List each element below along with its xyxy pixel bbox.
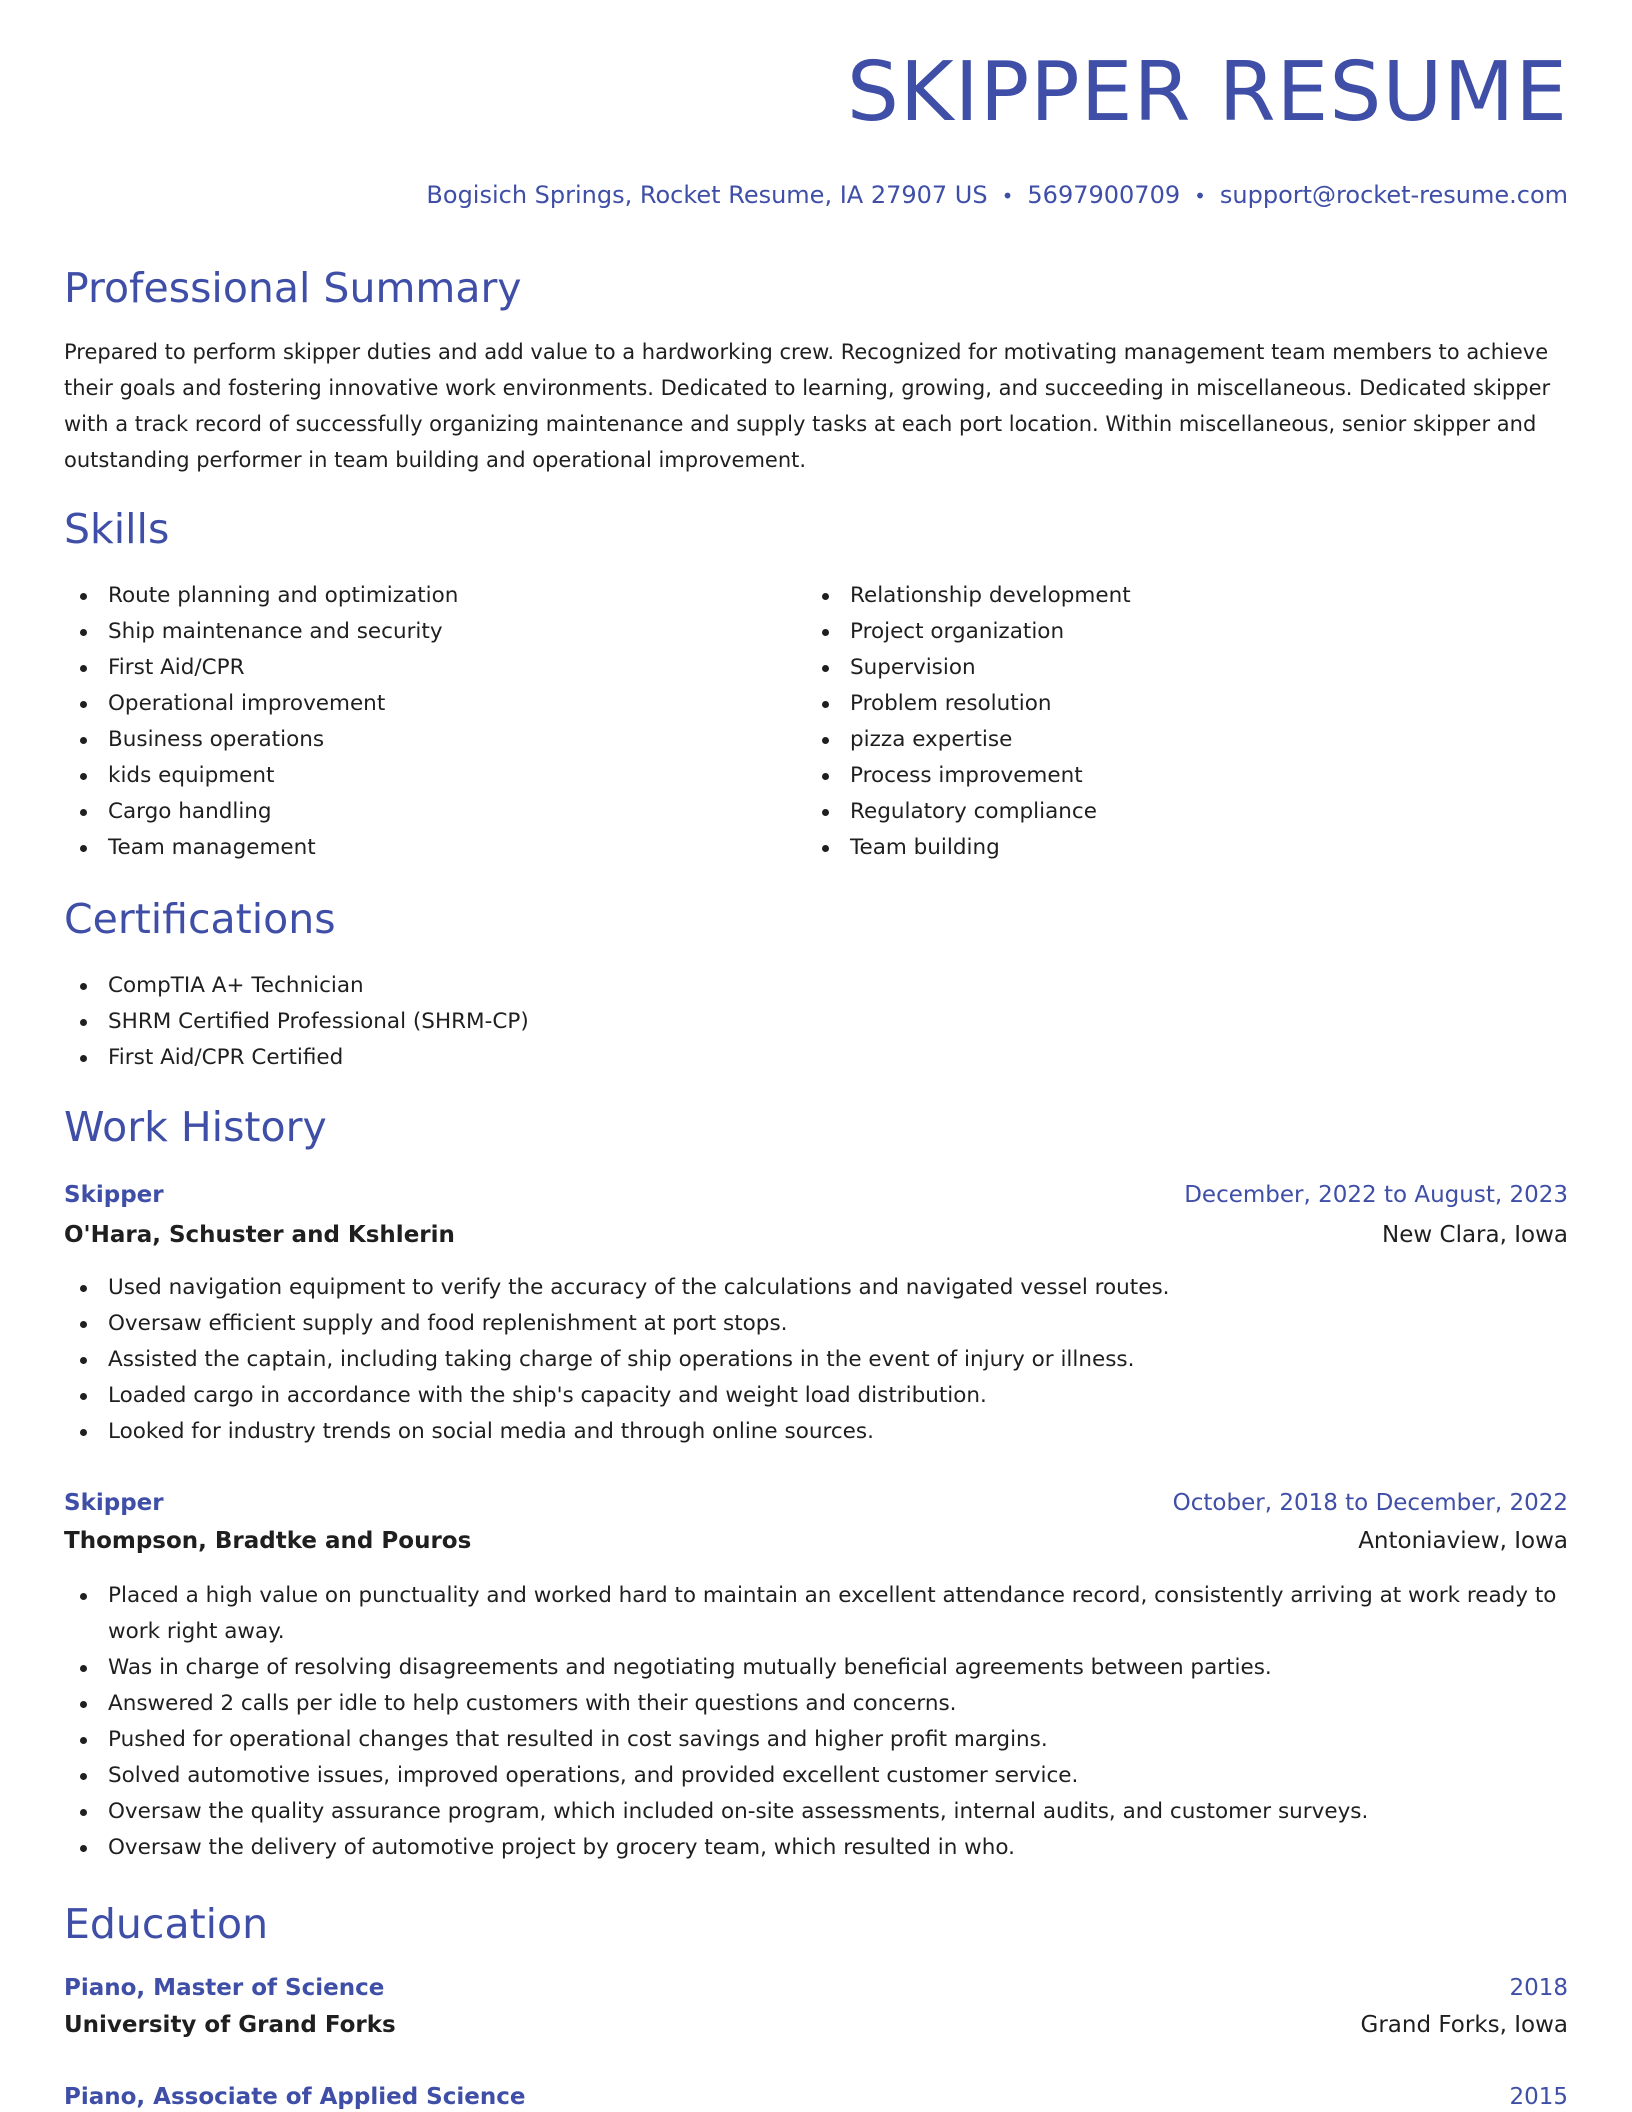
duty-item: Used navigation equipment to verify the accuracy of the calculations and navigated vessel routes. [64, 1270, 1568, 1306]
education-location: Grand Forks, Iowa [1360, 2012, 1568, 2038]
skill-item: Operational improvement [64, 686, 764, 722]
certifications-heading: Certifications [64, 895, 336, 943]
education-heading: Education [64, 1900, 269, 1948]
skill-item: Team management [64, 830, 764, 866]
job-dates: December, 2022 to August, 2023 [1184, 1182, 1568, 1208]
certification-item: CompTIA A+ Technician [64, 968, 1064, 1004]
certifications-list [64, 968, 1064, 1076]
skill-item: Process improvement [806, 758, 1506, 794]
job-dates: October, 2018 to December, 2022 [1172, 1490, 1568, 1516]
duty-item: Looked for industry trends on social media and through online sources. [64, 1414, 1568, 1450]
contact-line [426, 183, 1568, 207]
job-title: Skipper [64, 1182, 164, 1208]
skill-item: Route planning and optimization [64, 578, 764, 614]
duty-item: Pushed for operational changes that resulted in cost savings and higher profit margins. [64, 1722, 1568, 1758]
skill-item: First Aid/CPR [64, 650, 764, 686]
contact-email: support@rocket-resume.com [1219, 181, 1568, 209]
education-year: 2018 [1509, 1975, 1568, 2001]
skill-item: Project organization [806, 614, 1506, 650]
certification-item: SHRM Certified Professional (SHRM-CP) [64, 1004, 1064, 1040]
skills-list-right [806, 578, 1506, 866]
job-title: Skipper [64, 1490, 164, 1516]
contact-separator: • [1001, 184, 1014, 208]
education-year: 2015 [1509, 2084, 1568, 2110]
skills-heading: Skills [64, 505, 170, 553]
job-company: O'Hara, Schuster and Kshlerin [64, 1222, 455, 1248]
job-duties [64, 1270, 1568, 1450]
contact-separator: • [1194, 184, 1206, 208]
contact-phone: 5697900709 [1027, 181, 1181, 209]
resume-name: SKIPPER RESUME [846, 45, 1568, 140]
summary-heading: Professional Summary [64, 264, 522, 312]
skill-item: Team building [806, 830, 1506, 866]
skill-item: Business operations [64, 722, 764, 758]
education-degree: Piano, Associate of Applied Science [64, 2084, 526, 2110]
skill-item: kids equipment [64, 758, 764, 794]
duty-item: Oversaw efficient supply and food replenishment at port stops. [64, 1306, 1568, 1342]
duty-item: Oversaw the quality assurance program, which included on-site assessments, internal audits, and customer surveys. [64, 1794, 1568, 1830]
duty-item: Answered 2 calls per idle to help customers with their questions and concerns. [64, 1686, 1568, 1722]
duty-item: Solved automotive issues, improved operations, and provided excellent customer service. [64, 1758, 1568, 1794]
skill-item: Relationship development [806, 578, 1506, 614]
job-location: Antoniaview, Iowa [1358, 1528, 1568, 1554]
duty-item: Loaded cargo in accordance with the ship's capacity and weight load distribution. [64, 1378, 1568, 1414]
skills-list-left [64, 578, 764, 866]
duty-item: Assisted the captain, including taking charge of ship operations in the event of injury or illness. [64, 1342, 1568, 1378]
skill-item: Cargo handling [64, 794, 764, 830]
duty-item: Placed a high value on punctuality and worked hard to maintain an excellent attendance record, consistently arriving at work ready to work right away. [64, 1578, 1568, 1650]
duty-item: Oversaw the delivery of automotive project by grocery team, which resulted in who. [64, 1830, 1568, 1866]
education-school: University of Grand Forks [64, 2012, 396, 2038]
duty-item: Was in charge of resolving disagreements and negotiating mutually beneficial agreements between parties. [64, 1650, 1568, 1686]
work-history-heading: Work History [64, 1103, 327, 1151]
skill-item: Regulatory compliance [806, 794, 1506, 830]
skill-item: pizza expertise [806, 722, 1506, 758]
skill-item: Supervision [806, 650, 1506, 686]
certification-item: First Aid/CPR Certified [64, 1040, 1064, 1076]
job-location: New Clara, Iowa [1382, 1222, 1568, 1248]
summary-text: Prepared to perform skipper duties and add value to a hardworking crew. Recognized for motivating management team members to achieve their goals and fostering innovative work environments. Dedicated to learning, growing, and succeeding in miscellaneous. Dedicated skipper with a track record of successfully organizing maintenance and supply tasks at each port location. Within miscellaneous, senior skipper and outstanding performer in team building and operational improvement. [64, 340, 1551, 472]
contact-address: Bogisich Springs, Rocket Resume, IA 27907 US [426, 181, 988, 209]
skill-item: Problem resolution [806, 686, 1506, 722]
job-company: Thompson, Bradtke and Pouros [64, 1528, 472, 1554]
skill-item: Ship maintenance and security [64, 614, 764, 650]
education-degree: Piano, Master of Science [64, 1975, 385, 2001]
job-duties [64, 1578, 1568, 1866]
